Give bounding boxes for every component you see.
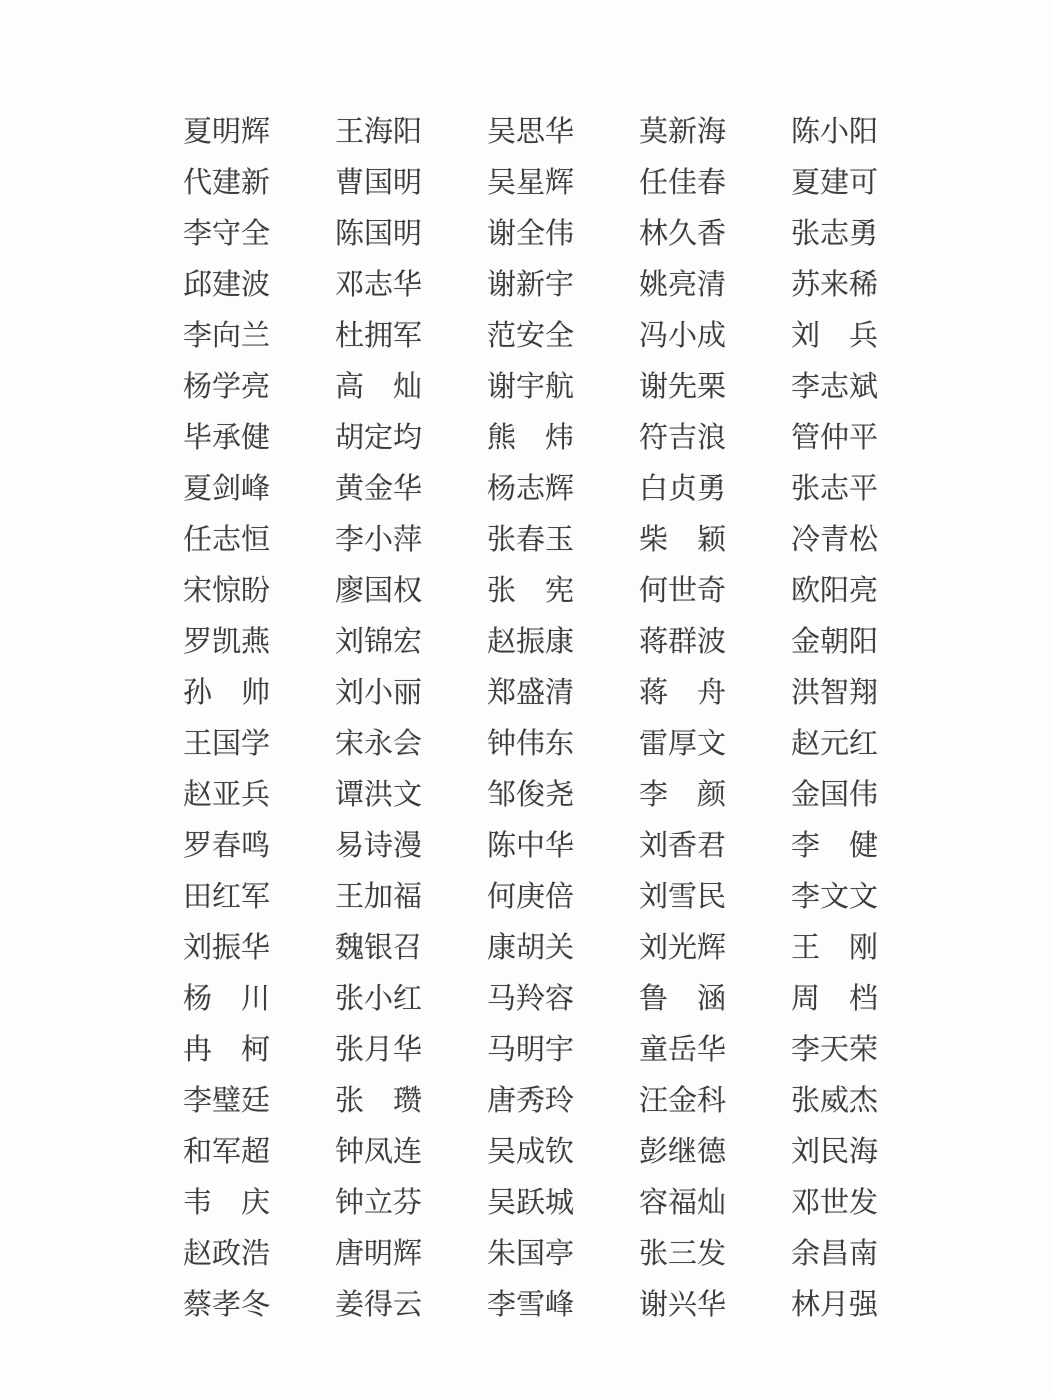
name-cell: 唐明辉 xyxy=(335,1236,423,1270)
name-cell: 陈中华 xyxy=(487,828,575,862)
name-grid xyxy=(183,106,878,1330)
name-cell: 谢兴华 xyxy=(639,1287,727,1321)
name-cell: 任志恒 xyxy=(183,522,271,556)
name-cell: 张志勇 xyxy=(791,216,879,250)
name-cell: 罗春鸣 xyxy=(183,828,271,862)
name-cell: 陈小阳 xyxy=(791,114,879,148)
name-cell: 王国学 xyxy=(183,726,271,760)
name-cell: 冯小成 xyxy=(639,318,727,352)
name-cell: 毕承健 xyxy=(183,420,271,454)
name-cell: 马羚容 xyxy=(487,981,575,1015)
name-cell: 孙 帅 xyxy=(183,675,271,709)
name-cell: 田红军 xyxy=(183,879,271,913)
name-cell: 杜拥军 xyxy=(335,318,423,352)
name-cell: 谢全伟 xyxy=(487,216,575,250)
name-cell: 汪金科 xyxy=(639,1083,727,1117)
name-cell: 姚亮清 xyxy=(639,267,727,301)
name-cell: 谭洪文 xyxy=(335,777,423,811)
name-cell: 谢宇航 xyxy=(487,369,575,403)
name-cell: 任佳春 xyxy=(639,165,727,199)
name-cell: 何世奇 xyxy=(639,573,727,607)
name-cell: 柴 颖 xyxy=(639,522,727,556)
name-cell: 朱国亭 xyxy=(487,1236,575,1270)
name-cell: 张威杰 xyxy=(791,1083,879,1117)
name-cell: 刘小丽 xyxy=(335,675,423,709)
name-cell: 邓世发 xyxy=(791,1185,879,1219)
name-cell: 康胡关 xyxy=(487,930,575,964)
name-cell: 金国伟 xyxy=(791,777,879,811)
name-cell: 魏银召 xyxy=(335,930,423,964)
name-cell: 夏明辉 xyxy=(183,114,271,148)
name-cell: 莫新海 xyxy=(639,114,727,148)
name-cell: 黄金华 xyxy=(335,471,423,505)
name-cell: 刘 兵 xyxy=(791,318,879,352)
name-cell: 夏剑峰 xyxy=(183,471,271,505)
name-cell: 童岳华 xyxy=(639,1032,727,1066)
name-cell: 赵元红 xyxy=(791,726,879,760)
name-cell: 李小萍 xyxy=(335,522,423,556)
name-cell: 谢新宇 xyxy=(487,267,575,301)
name-cell: 林月强 xyxy=(791,1287,879,1321)
name-cell: 苏来稀 xyxy=(791,267,879,301)
name-cell: 张月华 xyxy=(335,1032,423,1066)
name-cell: 郑盛清 xyxy=(487,675,575,709)
name-cell: 周 档 xyxy=(791,981,879,1015)
name-cell: 和军超 xyxy=(183,1134,271,1168)
name-cell: 余昌南 xyxy=(791,1236,879,1270)
name-cell: 洪智翔 xyxy=(791,675,879,709)
name-cell: 谢先栗 xyxy=(639,369,727,403)
name-cell: 鲁 涵 xyxy=(639,981,727,1015)
name-cell: 刘民海 xyxy=(791,1134,879,1168)
name-cell: 李文文 xyxy=(791,879,879,913)
name-cell: 管仲平 xyxy=(791,420,879,454)
name-cell: 胡定均 xyxy=(335,420,423,454)
name-cell: 吴星辉 xyxy=(487,165,575,199)
name-cell: 吴思华 xyxy=(487,114,575,148)
name-cell: 张 宪 xyxy=(487,573,575,607)
name-cell: 符吉浪 xyxy=(639,420,727,454)
name-cell: 曹国明 xyxy=(335,165,423,199)
name-cell: 刘雪民 xyxy=(639,879,727,913)
name-cell: 张三发 xyxy=(639,1236,727,1270)
name-cell: 蒋群波 xyxy=(639,624,727,658)
name-cell: 容福灿 xyxy=(639,1185,727,1219)
name-cell: 欧阳亮 xyxy=(791,573,879,607)
name-cell: 雷厚文 xyxy=(639,726,727,760)
name-cell: 赵振康 xyxy=(487,624,575,658)
name-cell: 姜得云 xyxy=(335,1287,423,1321)
name-cell: 赵亚兵 xyxy=(183,777,271,811)
name-cell: 赵政浩 xyxy=(183,1236,271,1270)
name-cell: 刘锦宏 xyxy=(335,624,423,658)
name-cell: 杨 川 xyxy=(183,981,271,1015)
name-cell: 彭继德 xyxy=(639,1134,727,1168)
name-cell: 金朝阳 xyxy=(791,624,879,658)
name-cell: 白贞勇 xyxy=(639,471,727,505)
name-cell: 熊 炜 xyxy=(487,420,575,454)
name-cell: 冷青松 xyxy=(791,522,879,556)
name-cell: 王海阳 xyxy=(335,114,423,148)
name-cell: 代建新 xyxy=(183,165,271,199)
name-cell: 李天荣 xyxy=(791,1032,879,1066)
name-cell: 高 灿 xyxy=(335,369,423,403)
name-cell: 张志平 xyxy=(791,471,879,505)
name-cell: 钟凤连 xyxy=(335,1134,423,1168)
name-cell: 钟立芬 xyxy=(335,1185,423,1219)
name-cell: 刘光辉 xyxy=(639,930,727,964)
name-cell: 钟伟东 xyxy=(487,726,575,760)
name-cell: 王加福 xyxy=(335,879,423,913)
name-cell: 刘振华 xyxy=(183,930,271,964)
name-cell: 蔡孝冬 xyxy=(183,1287,271,1321)
name-cell: 杨志辉 xyxy=(487,471,575,505)
name-cell: 宋永会 xyxy=(335,726,423,760)
name-cell: 韦 庆 xyxy=(183,1185,271,1219)
name-cell: 马明宇 xyxy=(487,1032,575,1066)
name-cell: 林久香 xyxy=(639,216,727,250)
name-cell: 张小红 xyxy=(335,981,423,1015)
name-cell: 廖国权 xyxy=(335,573,423,607)
name-cell: 夏建可 xyxy=(791,165,879,199)
name-cell: 杨学亮 xyxy=(183,369,271,403)
name-cell: 范安全 xyxy=(487,318,575,352)
name-cell: 何庚倍 xyxy=(487,879,575,913)
name-cell: 陈国明 xyxy=(335,216,423,250)
name-cell: 邓志华 xyxy=(335,267,423,301)
name-cell: 李向兰 xyxy=(183,318,271,352)
name-cell: 冉 柯 xyxy=(183,1032,271,1066)
name-cell: 吴跃城 xyxy=(487,1185,575,1219)
name-cell: 宋惊盼 xyxy=(183,573,271,607)
name-cell: 唐秀玲 xyxy=(487,1083,575,1117)
name-cell: 李 颜 xyxy=(639,777,727,811)
name-cell: 李志斌 xyxy=(791,369,879,403)
name-cell: 李 健 xyxy=(791,828,879,862)
name-cell: 邱建波 xyxy=(183,267,271,301)
name-cell: 罗凯燕 xyxy=(183,624,271,658)
name-cell: 易诗漫 xyxy=(335,828,423,862)
name-cell: 李守全 xyxy=(183,216,271,250)
name-cell: 蒋 舟 xyxy=(639,675,727,709)
name-cell: 吴成钦 xyxy=(487,1134,575,1168)
name-cell: 刘香君 xyxy=(639,828,727,862)
name-cell: 张 瓒 xyxy=(335,1083,423,1117)
name-cell: 李雪峰 xyxy=(487,1287,575,1321)
name-cell: 王 刚 xyxy=(791,930,879,964)
name-cell: 李璧廷 xyxy=(183,1083,271,1117)
name-cell: 张春玉 xyxy=(487,522,575,556)
name-cell: 邹俊尧 xyxy=(487,777,575,811)
